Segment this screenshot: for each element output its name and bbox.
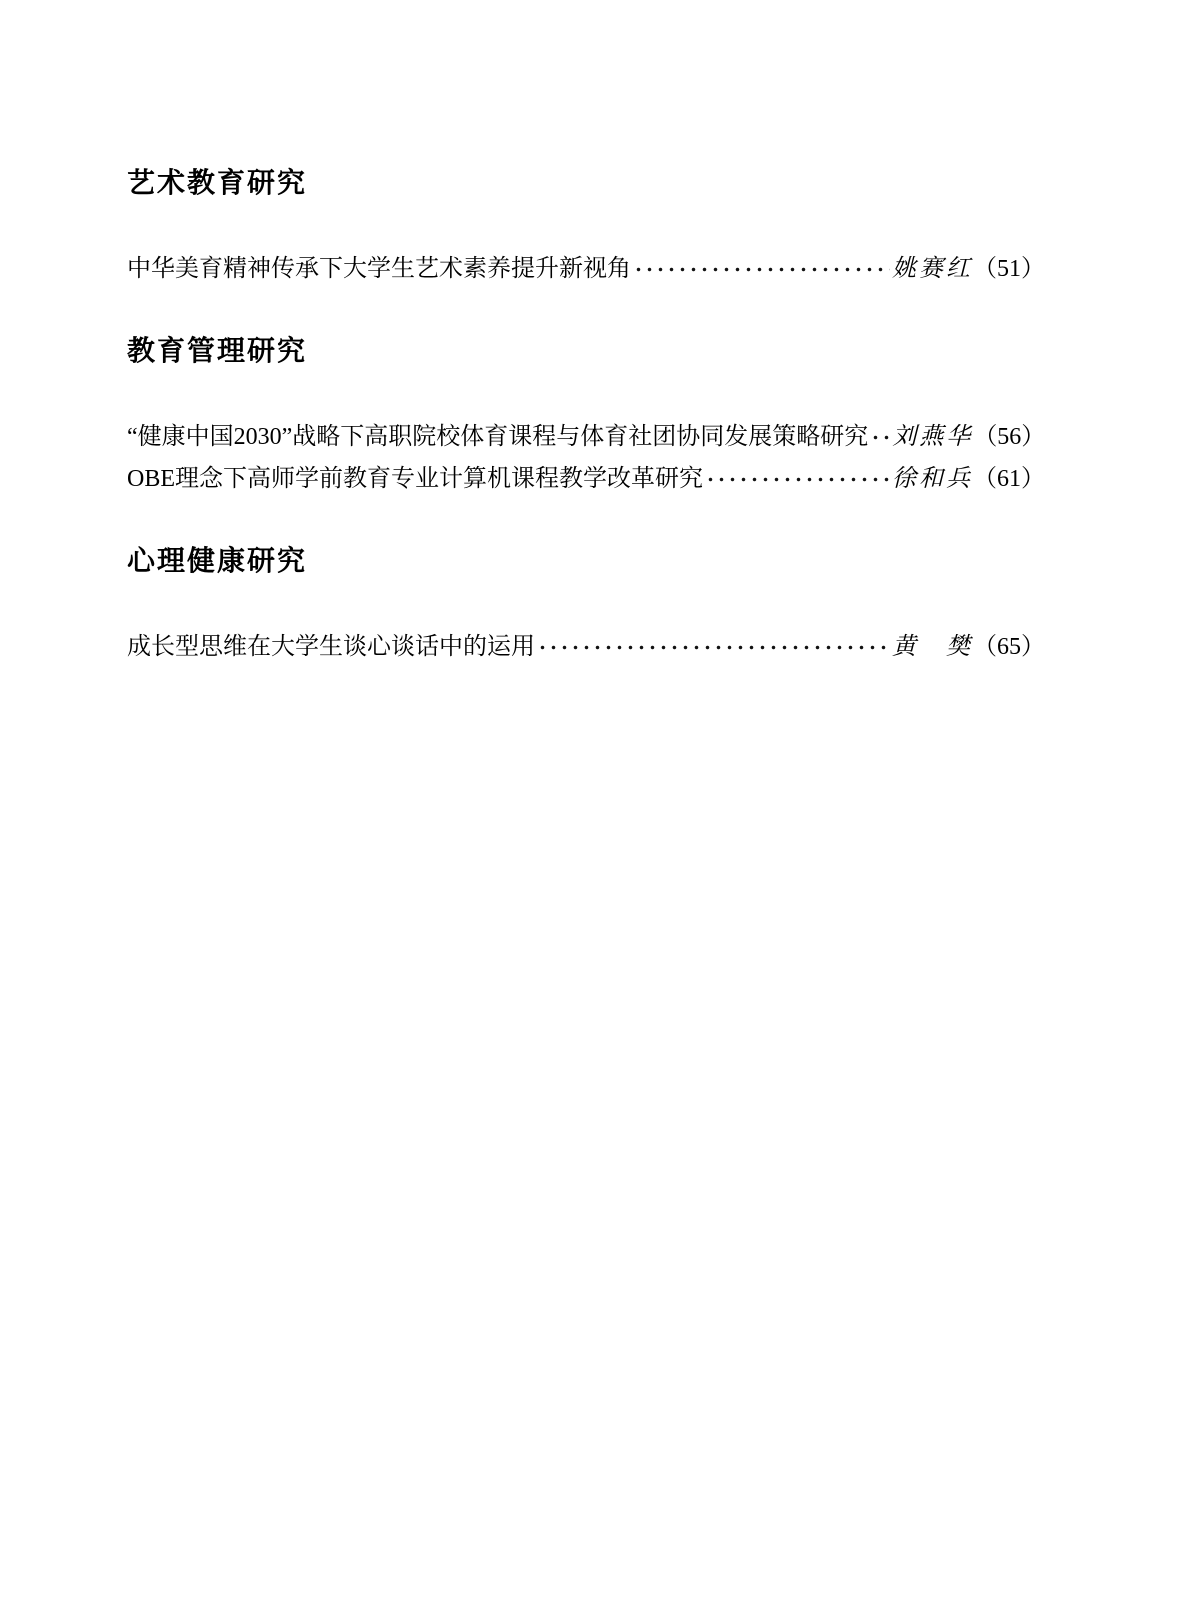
section-entries (127, 248, 1045, 290)
entry-author: 刘燕华 (892, 424, 974, 450)
dot-leader (705, 458, 890, 500)
section-mental-health (127, 544, 1045, 668)
dot-leader (633, 248, 890, 290)
entry-author: 徐和兵 (892, 466, 973, 492)
entry-author: 姚赛红 (892, 256, 973, 282)
entry-title: “健康中国2030”战略下高职院校体育课程与体育社团协同发展策略研究 (127, 424, 869, 450)
section-education-management (127, 334, 1045, 500)
entry-page-number: （61） (973, 466, 1045, 492)
section-entries (127, 626, 1045, 668)
toc-entry (127, 626, 1045, 668)
toc-content (0, 0, 1191, 668)
entry-author: 黄 樊 (892, 634, 973, 660)
toc-entry (127, 416, 1045, 458)
entry-page-number: （65） (973, 634, 1045, 660)
toc-entry (127, 458, 1045, 500)
section-entries (127, 416, 1045, 500)
dot-leader (537, 626, 890, 668)
entry-title: 中华美育精神传承下大学生艺术素养提升新视角 (127, 256, 631, 282)
entry-title: OBE理念下高师学前教育专业计算机课程教学改革研究 (127, 466, 703, 492)
entry-page-number: （56） (973, 424, 1046, 450)
section-art-education (127, 166, 1045, 290)
entry-title: 成长型思维在大学生谈心谈话中的运用 (127, 634, 535, 660)
toc-entry (127, 248, 1045, 290)
section-heading: 心理健康研究 (127, 545, 308, 576)
section-heading: 艺术教育研究 (127, 167, 308, 198)
entry-page-number: （51） (973, 256, 1045, 282)
section-heading: 教育管理研究 (127, 335, 308, 366)
dot-leader (870, 416, 890, 458)
